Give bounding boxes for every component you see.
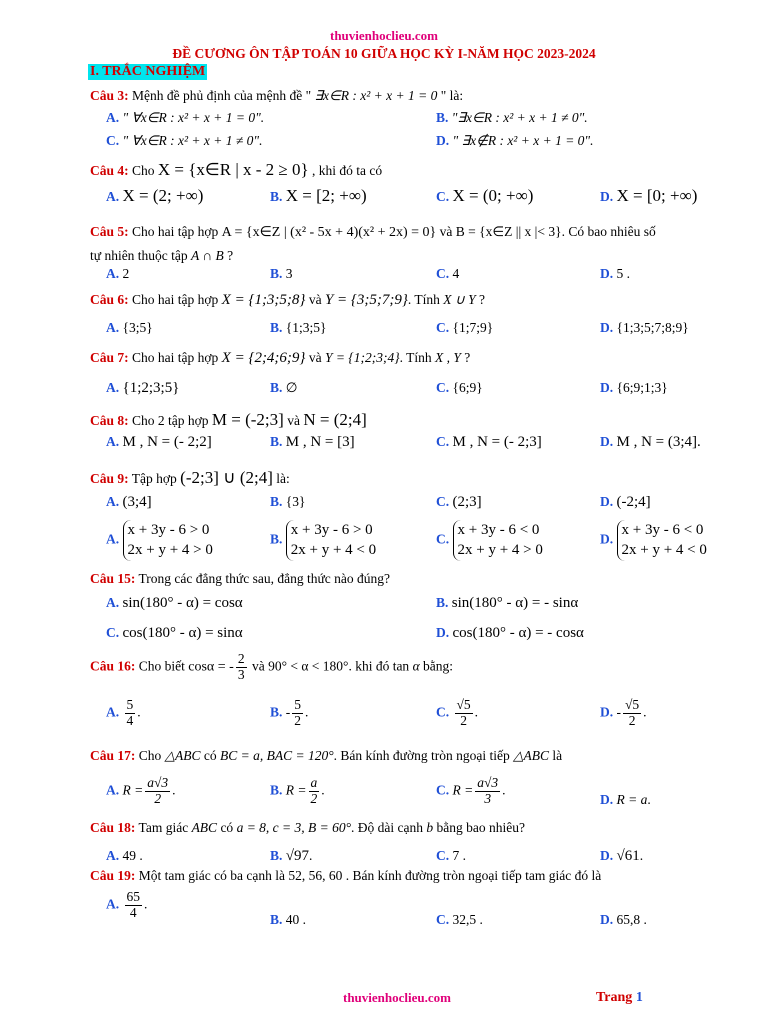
option-letter: B. bbox=[436, 595, 449, 610]
inequality: x + 3y - 6 > 0 bbox=[290, 522, 373, 538]
question-3 bbox=[90, 88, 463, 104]
denominator: 2 bbox=[310, 790, 318, 806]
question-mid: và bbox=[308, 292, 322, 307]
option-d bbox=[600, 912, 647, 928]
question-tail: ? bbox=[227, 248, 234, 263]
fraction bbox=[125, 890, 143, 921]
option-text: cos(180° - α) = sinα bbox=[122, 625, 243, 641]
question-number: Câu 15: bbox=[90, 571, 136, 586]
question-number: Câu 19: bbox=[90, 868, 136, 883]
math-symbol: b bbox=[426, 820, 434, 835]
option-text: sin(180° - α) = cosα bbox=[122, 595, 243, 611]
math-expression: △ABC bbox=[164, 748, 201, 763]
option-text: 3 bbox=[285, 266, 293, 281]
question-text: Cho bbox=[132, 163, 155, 178]
option-b: B. - $\frac{5}{2}$ . bbox=[270, 697, 309, 728]
option-letter: B. bbox=[270, 494, 283, 509]
denominator: 4 bbox=[126, 712, 134, 728]
numerator: √5 bbox=[625, 697, 640, 712]
numerator: a√3 bbox=[147, 775, 169, 790]
option-text: " ∀x∈R : x² + x + 1 = 0". bbox=[122, 110, 265, 125]
page-number bbox=[596, 990, 643, 1006]
option-c bbox=[436, 848, 466, 864]
option-b bbox=[270, 320, 326, 336]
option-b: B. R = $\frac{a}{2}$ . bbox=[270, 775, 325, 806]
option-text: R = a bbox=[616, 792, 648, 807]
numerator: √5 bbox=[456, 697, 471, 712]
option-letter: A. bbox=[106, 848, 120, 863]
option-b: B. √97. bbox=[270, 848, 313, 864]
inequality: x + 3y - 6 > 0 bbox=[127, 522, 210, 538]
option-c bbox=[436, 380, 483, 396]
option-text: M , N = (- 2;2] bbox=[122, 434, 212, 450]
option-text: 40 . bbox=[285, 912, 307, 927]
option-letter: A. bbox=[106, 434, 120, 449]
math-expression-2: 90° < α < 180° bbox=[268, 658, 349, 674]
document-title: ĐỀ CƯƠNG ÔN TẬP TOÁN 10 GIỮA HỌC KỲ I-NĂM HỌC 2023-2024 bbox=[172, 46, 596, 61]
option-c bbox=[436, 320, 493, 336]
inequality: 2x + y + 4 < 0 bbox=[621, 542, 707, 559]
inequality-system bbox=[453, 520, 543, 561]
option-letter: C. bbox=[436, 266, 450, 281]
option-c bbox=[106, 625, 243, 642]
page-number-value: 1 bbox=[635, 990, 643, 1005]
question-tail-2: là bbox=[552, 748, 563, 763]
option-b bbox=[436, 595, 578, 612]
option-b bbox=[270, 912, 306, 928]
option-c bbox=[106, 133, 262, 149]
option-letter: A. bbox=[106, 320, 120, 335]
option-d: D. - $\frac{√5}{2}$ . bbox=[600, 697, 647, 728]
option-a: A. $\frac{65}{4}$ . bbox=[106, 889, 148, 920]
option-text: (2;3] bbox=[452, 494, 482, 510]
option-d: D. √61. bbox=[600, 848, 644, 864]
denominator: 2 bbox=[460, 712, 467, 728]
question-tail: . Có bao nhiêu số bbox=[561, 224, 656, 239]
question-6 bbox=[90, 292, 485, 309]
question-number: Câu 3: bbox=[90, 88, 129, 103]
option-text: M , N = (3;4]. bbox=[616, 434, 701, 450]
option-text: " ∃x∉R : x² + x + 1 = 0". bbox=[452, 133, 594, 148]
question-tail: . Độ dài cạnh bbox=[351, 820, 424, 835]
option-letter: C. bbox=[436, 531, 450, 547]
numerator: 65 bbox=[126, 889, 140, 904]
option-letter: C. bbox=[436, 494, 450, 509]
option-c bbox=[436, 434, 542, 451]
denominator: 2 bbox=[154, 790, 162, 806]
math-expression-3: △ABC bbox=[513, 748, 549, 763]
fraction bbox=[236, 652, 247, 683]
option-letter: C. bbox=[106, 133, 120, 148]
math-expression: (-2;3] ∪ (2;4] bbox=[180, 468, 273, 487]
question-number: Câu 6: bbox=[90, 292, 129, 307]
option-letter: C. bbox=[436, 380, 450, 395]
math-expression-2: a = 8, c = 3, B = 60° bbox=[236, 820, 352, 835]
question-tail: . Tính bbox=[407, 292, 440, 307]
option-text: X = (0; +∞) bbox=[452, 186, 534, 205]
option-text: (-2;4] bbox=[616, 494, 651, 510]
math-expression-2: N = (2;4] bbox=[303, 410, 367, 429]
option-text: {6;9;1;3} bbox=[616, 380, 668, 395]
option-text: 7 . bbox=[452, 848, 466, 863]
option-text: {1;7;9} bbox=[452, 320, 494, 335]
inequality: 2x + y + 4 > 0 bbox=[127, 542, 213, 559]
inequality-system bbox=[123, 520, 213, 561]
question-text: Một tam giác có ba cạnh là 52, 56, 60 . Bán kính đường tròn ngoại tiếp tam giác đó là bbox=[138, 868, 602, 883]
question-mid: và bbox=[308, 350, 322, 365]
math-expression-2: Y = {3;5;7;9} bbox=[324, 292, 408, 308]
option-a bbox=[106, 595, 243, 612]
option-text: 2 bbox=[122, 266, 130, 281]
option-prefix: R = bbox=[452, 782, 474, 798]
option-text: M , N = (- 2;3] bbox=[452, 434, 542, 450]
option-text: √97 bbox=[285, 848, 309, 864]
option-text: X = [2; +∞) bbox=[285, 186, 367, 205]
option-a bbox=[106, 380, 179, 397]
option-letter: B. bbox=[270, 266, 283, 281]
question-mid: có bbox=[220, 820, 234, 835]
denominator: 4 bbox=[129, 904, 137, 920]
option-letter: D. bbox=[600, 189, 614, 204]
option-a bbox=[106, 494, 152, 511]
option-d bbox=[600, 320, 689, 336]
option-sign: - bbox=[616, 704, 621, 720]
option-letter: D. bbox=[600, 848, 614, 863]
option-text: (3;4] bbox=[122, 494, 152, 510]
question-number: Câu 16: bbox=[90, 658, 136, 674]
option-letter: A. bbox=[106, 896, 120, 912]
question-text: Cho biết bbox=[138, 658, 185, 674]
option-letter: D. bbox=[600, 704, 614, 720]
option-b bbox=[436, 110, 588, 126]
option-letter: B. bbox=[436, 110, 449, 125]
option-letter: D. bbox=[600, 912, 614, 927]
math-expression-2: Y = {1;2;3;4} bbox=[324, 350, 400, 365]
option-text: " ∀x∈R : x² + x + 1 ≠ 0". bbox=[122, 133, 263, 148]
option-text: cos(180° - α) = - cosα bbox=[452, 625, 584, 641]
question-text: Cho hai tập hợp bbox=[132, 350, 219, 365]
question-text: Tập hợp bbox=[131, 471, 177, 486]
option-text: 5 . bbox=[616, 266, 630, 281]
question-text: Trong các đẳng thức sau, đẳng thức nào đúng? bbox=[138, 571, 390, 586]
inequality-system bbox=[617, 520, 707, 561]
question-tail: . Bán kính đường tròn ngoại tiếp bbox=[333, 748, 510, 763]
option-letter: B. bbox=[270, 380, 283, 395]
option-text: {3;5} bbox=[122, 320, 153, 335]
question-5 bbox=[90, 224, 656, 241]
footer-site-link[interactable]: thuvienhoclieu.com bbox=[343, 990, 451, 1005]
section-heading: I. TRẮC NGHIỆM bbox=[90, 64, 206, 79]
question-9 bbox=[90, 468, 290, 488]
math-expression: cosα = - bbox=[188, 659, 234, 675]
question-number: Câu 7: bbox=[90, 350, 129, 365]
option-c bbox=[436, 520, 543, 561]
question-tail: , khi đó ta có bbox=[312, 163, 383, 178]
numerator: a bbox=[310, 775, 318, 790]
option-prefix: R = bbox=[285, 782, 307, 798]
question-19 bbox=[90, 868, 601, 884]
question-text: Cho hai tập hợp bbox=[132, 292, 219, 307]
option-text: sin(180° - α) = - sinα bbox=[451, 595, 579, 611]
option-sign: - bbox=[285, 704, 291, 720]
option-b bbox=[270, 380, 298, 396]
question-4 bbox=[90, 160, 382, 180]
option-letter: C. bbox=[436, 434, 450, 449]
question-text: Mệnh đề phủ định của mệnh đề " bbox=[132, 88, 315, 103]
inequality: 2x + y + 4 < 0 bbox=[290, 542, 377, 559]
question-7 bbox=[90, 350, 470, 367]
option-text: 32,5 . bbox=[452, 912, 483, 927]
fraction bbox=[455, 698, 473, 729]
math-expression: ABC bbox=[191, 820, 218, 835]
option-letter: D. bbox=[600, 380, 614, 395]
question-8 bbox=[90, 410, 367, 430]
option-a bbox=[106, 320, 153, 336]
option-text: 4 bbox=[452, 266, 460, 281]
option-letter: B. bbox=[270, 189, 283, 204]
option-prefix: R = bbox=[122, 782, 144, 798]
math-expression: X = {x∈R | x - 2 ≥ 0} bbox=[157, 160, 309, 179]
question-text: Tam giác bbox=[138, 820, 189, 835]
option-letter: C. bbox=[436, 189, 450, 204]
option-letter: D. bbox=[600, 792, 614, 807]
inequality: x + 3y - 6 < 0 bbox=[457, 522, 540, 538]
option-text: √61 bbox=[616, 848, 640, 864]
math-expression: X = {1;3;5;8} bbox=[221, 292, 306, 308]
option-letter: A. bbox=[106, 531, 120, 547]
option-letter: D. bbox=[600, 494, 614, 509]
option-d bbox=[600, 380, 668, 396]
question-text: Cho bbox=[138, 748, 162, 763]
inequality: 2x + y + 4 > 0 bbox=[457, 542, 543, 559]
option-letter: D. bbox=[600, 434, 614, 449]
option-letter: A. bbox=[106, 380, 120, 395]
question-17 bbox=[90, 748, 562, 764]
option-d: D. R = a. bbox=[600, 792, 651, 807]
option-letter: A. bbox=[106, 494, 120, 509]
question-tail-2: ? bbox=[479, 292, 486, 307]
option-letter: D. bbox=[600, 531, 614, 547]
inequality: x + 3y - 6 < 0 bbox=[621, 522, 704, 538]
option-letter: B. bbox=[270, 912, 283, 927]
question-number: Câu 18: bbox=[90, 820, 136, 835]
fraction bbox=[309, 776, 320, 807]
option-letter: D. bbox=[600, 320, 614, 335]
inequality-system bbox=[286, 520, 376, 561]
option-text: "∃x∈R : x² + x + 1 ≠ 0". bbox=[451, 110, 588, 125]
question-mid: và bbox=[251, 658, 265, 674]
option-text: 65,8 . bbox=[616, 912, 647, 927]
question-tail-2: bằng: bbox=[423, 658, 454, 674]
numerator: 5 bbox=[126, 697, 134, 712]
question-5-line-2 bbox=[90, 248, 233, 264]
question-tail-2: bằng bao nhiêu? bbox=[436, 820, 525, 835]
option-text: ∅ bbox=[285, 380, 298, 395]
question-number: Câu 8: bbox=[90, 413, 129, 428]
question-tail: " là: bbox=[437, 88, 464, 103]
math-expression-2: BC = a, BAC = 120° bbox=[220, 748, 334, 763]
math-expression-3: X ∪ Y bbox=[443, 292, 476, 307]
question-tail: . khi đó tan bbox=[348, 658, 410, 674]
question-text: Cho 2 tập hợp bbox=[132, 413, 209, 428]
math-expression-3: A ∩ B bbox=[191, 248, 224, 263]
option-text: {1;2;3;5} bbox=[122, 380, 180, 396]
option-a bbox=[106, 520, 213, 561]
option-d bbox=[600, 494, 651, 511]
question-18 bbox=[90, 820, 525, 836]
option-letter: B. bbox=[270, 848, 283, 863]
option-text: {1;3;5;7;8;9} bbox=[616, 320, 689, 335]
option-b bbox=[270, 186, 367, 206]
option-letter: C. bbox=[436, 912, 450, 927]
option-letter: C. bbox=[436, 320, 450, 335]
fraction bbox=[292, 698, 303, 729]
option-b bbox=[270, 520, 376, 561]
option-a: A. R = $\frac{a√3}{2}$ . bbox=[106, 775, 176, 806]
option-letter: D. bbox=[436, 133, 450, 148]
option-letter: A. bbox=[106, 189, 120, 204]
option-c bbox=[436, 494, 482, 511]
option-letter: C. bbox=[436, 848, 450, 863]
option-d bbox=[600, 434, 701, 451]
option-d bbox=[436, 625, 584, 642]
option-b bbox=[270, 494, 305, 510]
math-expression: M = (-2;3] bbox=[211, 410, 284, 429]
fraction bbox=[125, 698, 136, 729]
option-a bbox=[106, 266, 129, 282]
option-letter: B. bbox=[270, 782, 283, 798]
question-number: Câu 4: bbox=[90, 163, 129, 178]
denominator: 2 bbox=[628, 712, 636, 728]
question-number: Câu 9: bbox=[90, 471, 129, 486]
option-a bbox=[106, 186, 203, 206]
question-mid: và bbox=[439, 224, 453, 239]
option-c bbox=[436, 186, 533, 206]
question-tail-2: ? bbox=[464, 350, 471, 365]
math-expression: ∃x∈R : x² + x + 1 = 0 bbox=[314, 88, 438, 103]
option-c bbox=[436, 266, 459, 282]
option-letter: A. bbox=[106, 266, 120, 281]
fraction bbox=[475, 776, 500, 807]
option-letter: C. bbox=[436, 782, 450, 798]
question-text: tự nhiên thuộc tập bbox=[90, 248, 188, 263]
numerator: 2 bbox=[237, 651, 245, 666]
math-expression-2: B = {x∈Z || x |< 3} bbox=[455, 224, 562, 239]
option-letter: B. bbox=[270, 434, 283, 449]
option-letter: C. bbox=[106, 625, 120, 640]
option-c: C. R = $\frac{a√3}{3}$ . bbox=[436, 775, 506, 806]
option-d bbox=[600, 266, 630, 282]
question-15 bbox=[90, 571, 390, 587]
option-letter: C. bbox=[436, 704, 450, 720]
question-tail: . Tính bbox=[399, 350, 432, 365]
question-number: Câu 5: bbox=[90, 224, 129, 239]
option-a: A. $\frac{5}{4}$ . bbox=[106, 697, 141, 728]
option-letter: A. bbox=[106, 595, 120, 610]
option-d bbox=[600, 520, 707, 561]
option-text: {3} bbox=[285, 494, 306, 509]
site-header[interactable]: thuvienhoclieu.com bbox=[330, 28, 438, 43]
fraction bbox=[623, 698, 641, 729]
option-letter: B. bbox=[270, 320, 283, 335]
math-expression: X = {2;4;6;9} bbox=[221, 350, 306, 366]
option-text: M , N = [3] bbox=[285, 434, 355, 450]
question-number: Câu 17: bbox=[90, 748, 136, 763]
option-a bbox=[106, 434, 212, 451]
option-c bbox=[436, 912, 483, 928]
numerator: a√3 bbox=[477, 775, 499, 790]
option-a bbox=[106, 110, 264, 126]
fraction bbox=[145, 776, 170, 807]
math-symbol: α bbox=[412, 658, 420, 674]
option-letter: A. bbox=[106, 704, 120, 720]
option-letter: D. bbox=[436, 625, 450, 640]
math-expression: A = {x∈Z | (x² - 5x + 4)(x² + 2x) = 0} bbox=[221, 225, 437, 240]
option-d bbox=[600, 186, 697, 206]
option-a bbox=[106, 848, 143, 864]
math-expression-3: X , Y bbox=[434, 350, 461, 365]
option-d bbox=[436, 133, 593, 149]
option-text: {6;9} bbox=[452, 380, 483, 395]
question-16 bbox=[90, 652, 453, 683]
option-letter: B. bbox=[270, 531, 283, 547]
question-mid: và bbox=[287, 413, 300, 428]
denominator: 3 bbox=[237, 666, 245, 682]
question-tail: là: bbox=[276, 471, 290, 486]
option-letter: B. bbox=[270, 704, 283, 720]
denominator: 2 bbox=[294, 712, 302, 728]
option-text: 49 . bbox=[122, 848, 143, 863]
option-text: {1;3;5} bbox=[285, 320, 327, 335]
denominator: 3 bbox=[484, 790, 492, 806]
option-b bbox=[270, 266, 293, 282]
page-label: Trang bbox=[596, 990, 633, 1005]
option-text: X = (2; +∞) bbox=[122, 186, 204, 205]
option-text: X = [0; +∞) bbox=[616, 186, 698, 205]
option-c: C. $\frac{√5}{2}$ . bbox=[436, 697, 479, 728]
option-letter: D. bbox=[600, 266, 614, 281]
question-text: Cho hai tập hợp bbox=[132, 224, 219, 239]
numerator: 5 bbox=[294, 697, 302, 712]
question-mid: có bbox=[203, 748, 217, 763]
option-letter: A. bbox=[106, 782, 120, 798]
option-letter: A. bbox=[106, 110, 120, 125]
option-b bbox=[270, 434, 355, 451]
